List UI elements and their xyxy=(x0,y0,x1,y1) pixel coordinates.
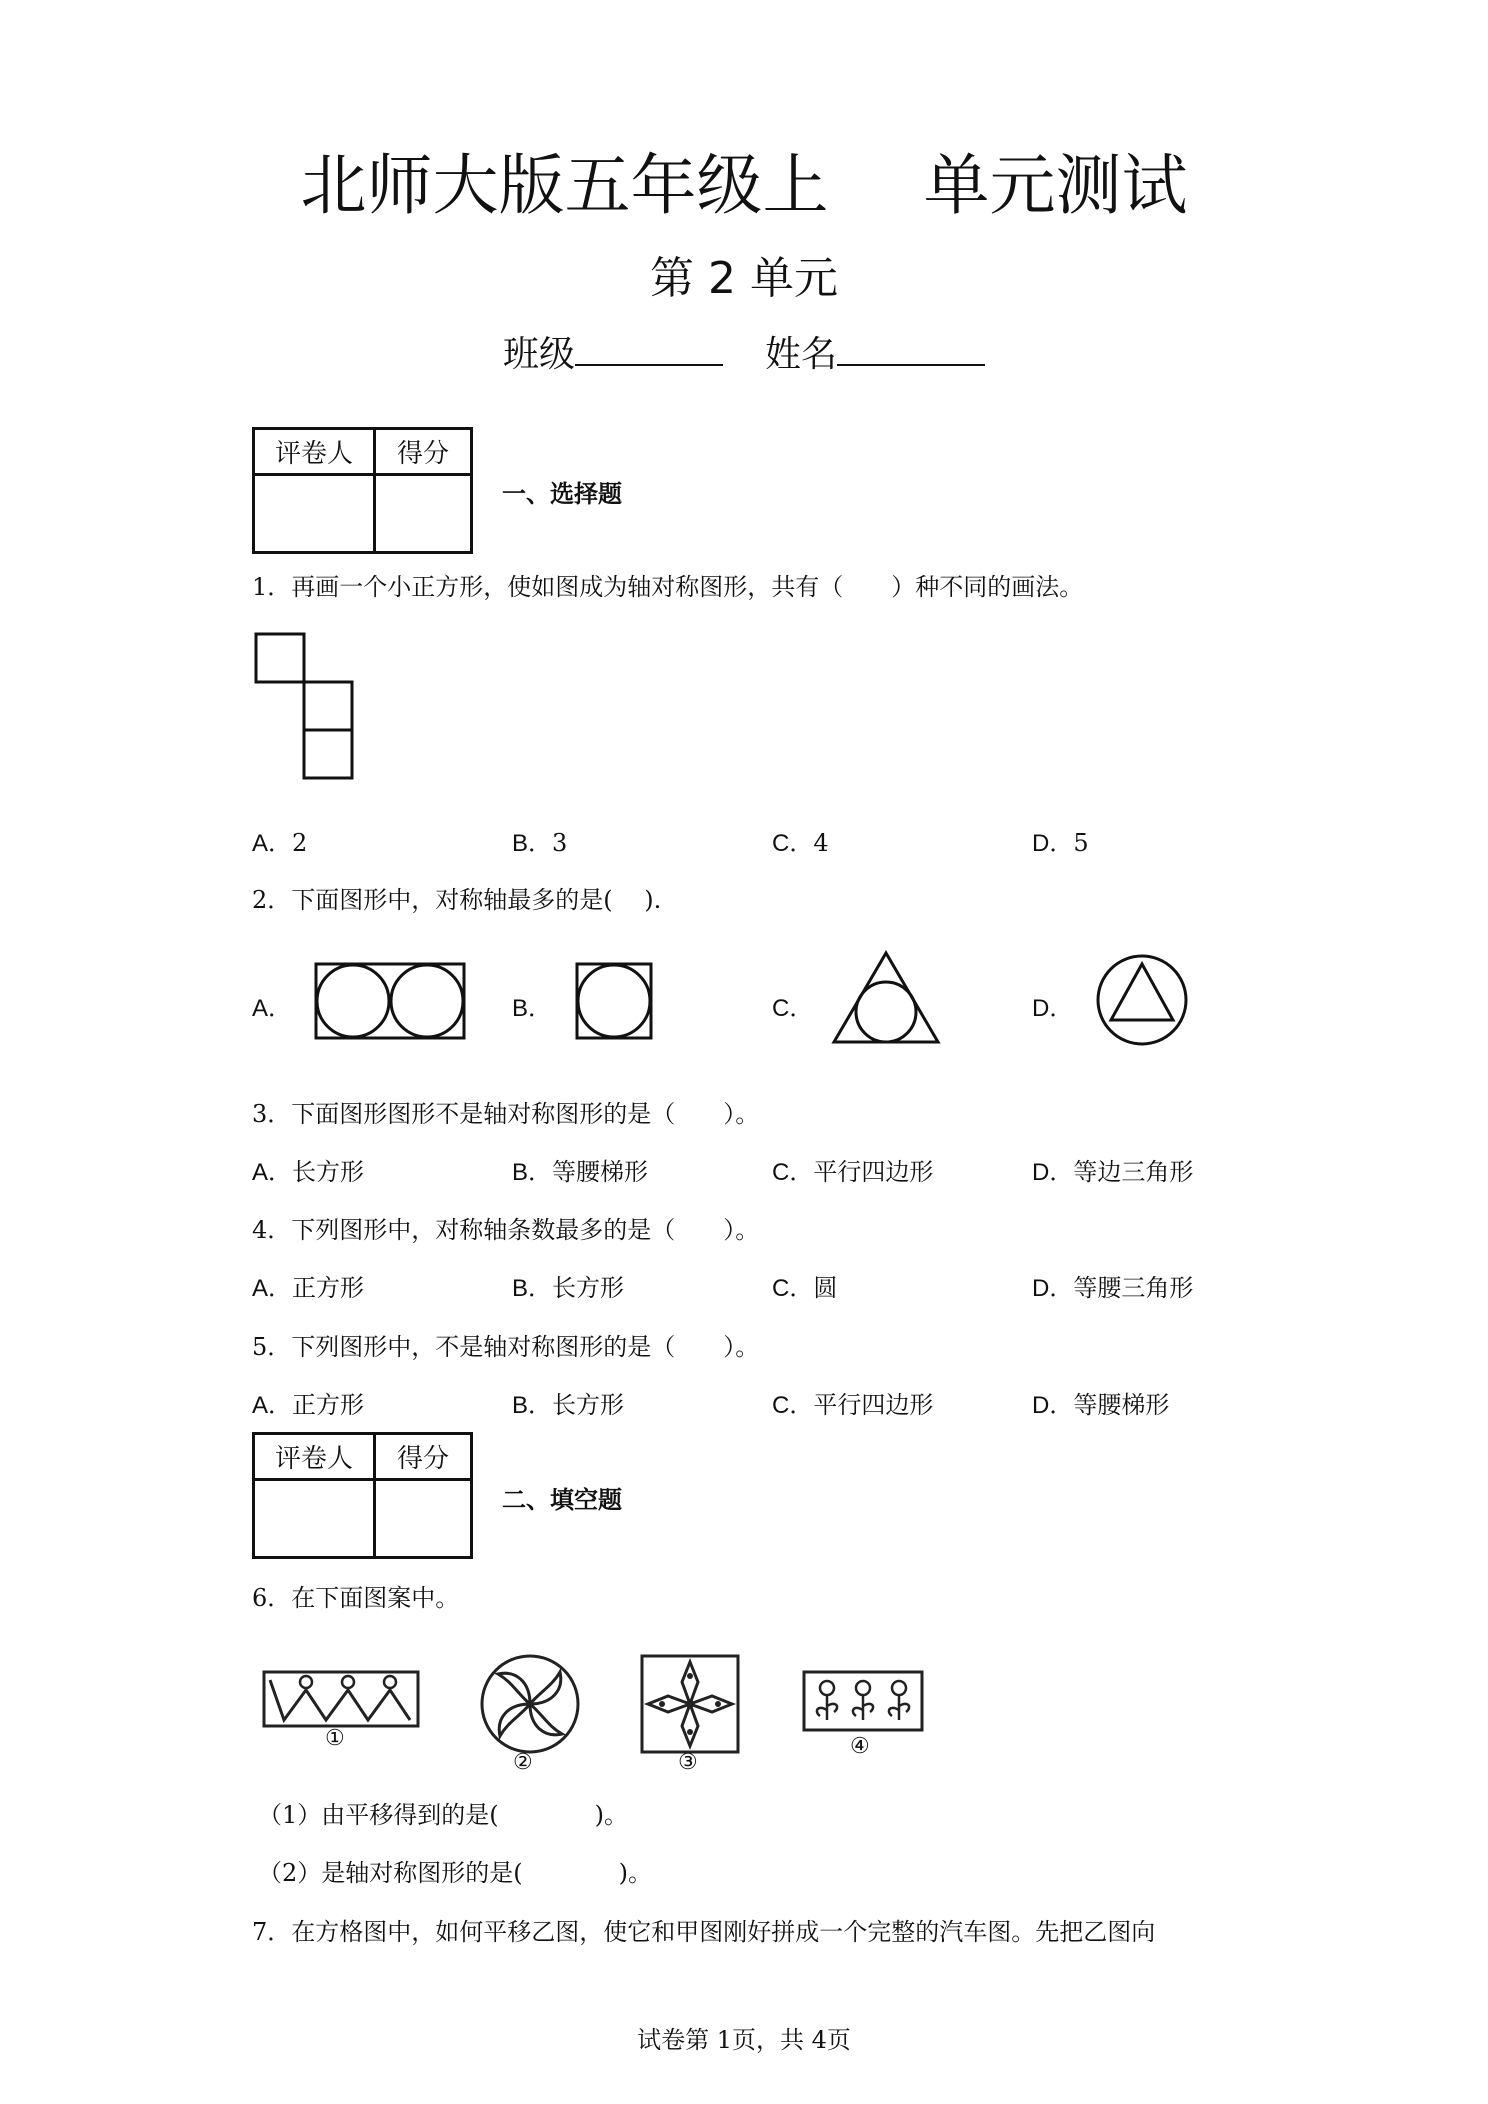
q1-option-b[interactable]: B．3 xyxy=(512,829,568,857)
section-title-fill: 二、填空题 xyxy=(502,1486,622,1514)
score-table-1 xyxy=(252,427,473,554)
student-info-line xyxy=(0,326,1488,377)
page-footer: 试卷第 1页，共 4页 xyxy=(637,2026,851,2054)
question-text: 再画一个小正方形，使如图成为轴对称图形，共有（ ）种不同的画法。 xyxy=(291,573,1084,601)
q1-option-c[interactable]: C．4 xyxy=(772,829,829,857)
question-6 xyxy=(252,1578,459,1613)
q4-option-a[interactable]: A．正方形 xyxy=(252,1274,365,1302)
reviewer-header: 评卷人 xyxy=(254,429,375,475)
score-cell[interactable] xyxy=(375,1480,472,1558)
question-7 xyxy=(252,1912,1155,1947)
score-header: 得分 xyxy=(375,429,472,475)
name-blank[interactable] xyxy=(837,334,985,366)
q2-option-b[interactable]: B． xyxy=(512,995,553,1022)
q5-option-a[interactable]: A．正方形 xyxy=(252,1391,365,1419)
question-text: 在下面图案中。 xyxy=(291,1584,460,1612)
question-text: 下面图形中，对称轴最多的是( ). xyxy=(291,886,662,914)
q4-option-d[interactable]: D．等腰三角形 xyxy=(1032,1274,1194,1302)
reviewer-cell[interactable] xyxy=(254,1480,375,1558)
q4-option-c[interactable]: C．圆 xyxy=(772,1274,838,1302)
two-circles-in-rectangle-icon xyxy=(314,962,466,1042)
pattern-label-1: ① xyxy=(325,1726,345,1751)
question-text: 下列图形中，不是轴对称图形的是（ ）。 xyxy=(291,1333,760,1361)
reviewer-header: 评卷人 xyxy=(254,1434,375,1480)
question-number: 4． xyxy=(252,1216,292,1244)
question-text: 下面图形图形不是轴对称图形的是（ ）。 xyxy=(291,1100,760,1128)
score-header: 得分 xyxy=(375,1434,472,1480)
question-number: 7． xyxy=(252,1918,292,1946)
question-3 xyxy=(252,1094,759,1129)
q1-option-d[interactable]: D．5 xyxy=(1032,829,1089,857)
pattern-label-4: ④ xyxy=(850,1734,870,1759)
pattern-flowers-band-icon xyxy=(802,1670,924,1732)
q2-option-c[interactable]: C． xyxy=(772,995,814,1022)
q6-sub-2: （2）是轴对称图形的是( )。 xyxy=(258,1859,652,1887)
question-5 xyxy=(252,1327,759,1362)
q2-option-d[interactable]: D． xyxy=(1032,995,1074,1022)
q5-option-d[interactable]: D．等腰梯形 xyxy=(1032,1391,1170,1419)
question-2 xyxy=(252,880,661,915)
circle-in-square-icon xyxy=(575,962,655,1042)
q2-option-a[interactable]: A． xyxy=(252,995,293,1022)
pattern-pinwheel-icon xyxy=(478,1652,582,1756)
class-blank[interactable] xyxy=(575,334,723,366)
pattern-label-3: ③ xyxy=(678,1750,698,1775)
page-title xyxy=(0,132,1488,227)
pattern-label-2: ② xyxy=(513,1750,533,1775)
q1-square-figure xyxy=(252,630,362,782)
section-title-choice: 一、选择题 xyxy=(502,480,622,508)
question-4 xyxy=(252,1210,759,1245)
question-number: 5． xyxy=(252,1333,292,1361)
q6-sub-1: （1）由平移得到的是( )。 xyxy=(258,1801,628,1829)
question-text: 下列图形中，对称轴条数最多的是（ ）。 xyxy=(291,1216,760,1244)
title-right: 单元测试 xyxy=(923,147,1188,224)
class-label: 班级 xyxy=(502,334,575,375)
question-text: 在方格图中，如何平移乙图，使它和甲图刚好拼成一个完整的汽车图。先把乙图向 xyxy=(291,1918,1156,1946)
name-label: 姓名 xyxy=(765,334,838,375)
q3-option-d[interactable]: D．等边三角形 xyxy=(1032,1158,1194,1186)
reviewer-cell[interactable] xyxy=(254,475,375,553)
q5-option-b[interactable]: B．长方形 xyxy=(512,1391,625,1419)
triangle-in-circle-icon xyxy=(1096,954,1190,1048)
score-cell[interactable] xyxy=(375,475,472,553)
question-1 xyxy=(252,567,1083,602)
q5-option-c[interactable]: C．平行四边形 xyxy=(772,1391,934,1419)
q3-option-b[interactable]: B．等腰梯形 xyxy=(512,1158,649,1186)
score-table-2 xyxy=(252,1432,473,1559)
unit-subtitle: 第 2 单元 xyxy=(650,253,838,304)
pattern-zigzag-icon xyxy=(262,1670,422,1730)
q3-option-c[interactable]: C．平行四边形 xyxy=(772,1158,934,1186)
question-number: 1． xyxy=(252,573,292,601)
circle-in-triangle-icon xyxy=(832,950,942,1046)
q1-option-a[interactable]: A．2 xyxy=(252,829,308,857)
question-number: 2． xyxy=(252,886,292,914)
q3-option-a[interactable]: A．长方形 xyxy=(252,1158,365,1186)
question-number: 3． xyxy=(252,1100,292,1128)
title-left: 北师大版五年级上 xyxy=(300,147,829,224)
pattern-flower-square-icon xyxy=(640,1654,740,1754)
question-number: 6． xyxy=(252,1584,292,1612)
q4-option-b[interactable]: B．长方形 xyxy=(512,1274,625,1302)
